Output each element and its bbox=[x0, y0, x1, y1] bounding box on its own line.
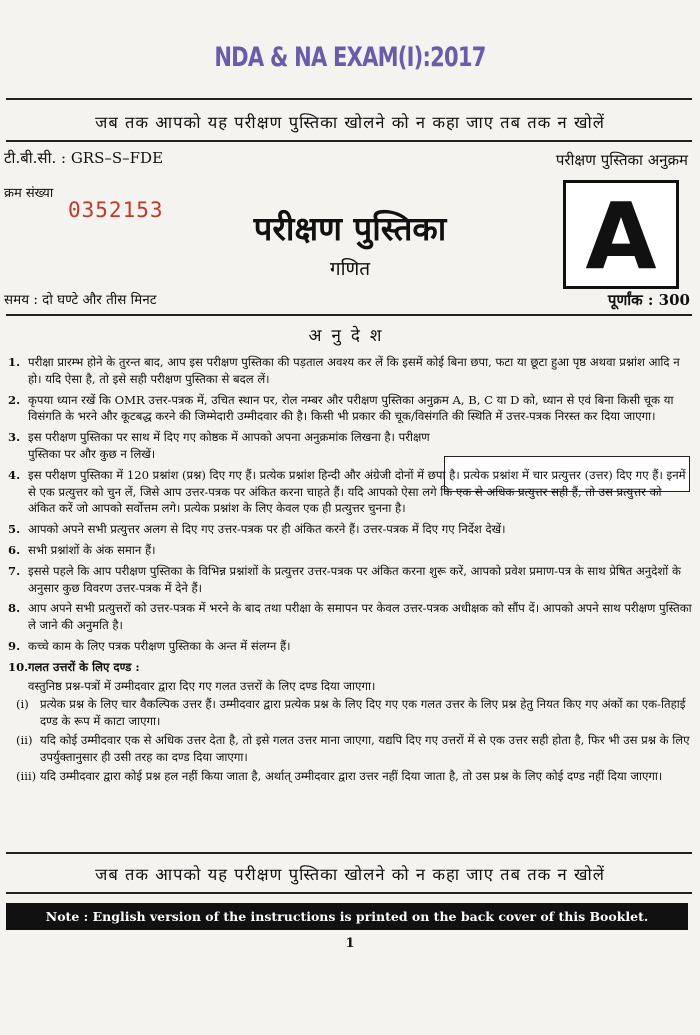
instructions-list bbox=[8, 354, 692, 786]
instruction-item bbox=[8, 467, 692, 517]
instruction-text: कच्चे काम के लिए पत्रक परीक्षण पुस्तिका के अन्त में संलग्न हैं। bbox=[28, 638, 291, 653]
serial-number: 0352153 bbox=[68, 198, 164, 222]
instruction-number: 9. bbox=[8, 638, 21, 653]
penalty-item bbox=[8, 732, 692, 766]
instruction-text: इस परीक्षण पुस्तिका में 120 प्रश्नांश (प्रश्न) दिए गए हैं। प्रत्येक प्रश्नांश हिन्दी और अंग्रेजी दोनों में छपा है। प्रत्येक प्रश्नांश में चार प्रत्युत्तर (उत्तर) दिए गए हैं। इनमें से एक प्रत्युत्तर को चुन लें, जिसे आप उत्तर-पत्रक पर अंकित करना चाहते हैं। यदि आपको ऐसा लगे कि एक से अधिक प्रत्युत्तर सही हैं, तो उस प्रत्युत्तर को अंकित करें जो आपको सर्वोत्तम लगे। प्रत्येक प्रश्नांश के लिए केवल एक ही प्रत्युत्तर चुनना है। bbox=[28, 467, 686, 516]
penalty-item bbox=[8, 768, 692, 785]
instruction-item bbox=[8, 638, 692, 655]
instruction-item bbox=[8, 354, 692, 388]
booklet-sequence-label: परीक्षण पुस्तिका अनुक्रम bbox=[555, 151, 688, 169]
penalty-number: (iii) bbox=[16, 768, 37, 783]
bottom-warning-rule bbox=[6, 892, 692, 894]
penalty-number: (i) bbox=[16, 697, 29, 712]
instruction-text: इससे पहले कि आप परीक्षण पुस्तिका के विभिन्न प्रश्नांशों के प्रत्युत्तर उत्तर-पत्रक पर अंकित करना शुरू करें, आपको प्रवेश प्रमाण-पत्र के साथ प्रेषित अनुदेशों के अनुसार कुछ विवरण उत्तर-पत्रक में देने हैं। bbox=[28, 563, 681, 595]
penalty-text: प्रत्येक प्रश्न के लिए चार वैकल्पिक उत्तर हैं। उम्मीदवार द्वारा प्रत्येक प्रश्न के लिए दिए गए एक गलत उत्तर के लिए प्रश्न हेतु नियत किए गए अंकों का एक-तिहाई दण्ड के रूप में काटा जाएगा। bbox=[40, 697, 686, 729]
bottom-warning: जब तक आपको यह परीक्षण पुस्तिका खोलने को न कहा जाए तब तक न खोलें bbox=[95, 865, 605, 884]
tbc-code: टी.बी.सी. : GRS–S–FDE bbox=[4, 149, 164, 167]
bottom-rule bbox=[6, 852, 692, 854]
instruction-text: परीक्षा प्रारम्भ होने के तुरन्त बाद, आप इस परीक्षण पुस्तिका की पड़ताल अवश्य कर लें कि इसमें कोई बिना छपा, फटा या छूटा हुआ पृष्ठ अथवा प्रश्नांश आदि न हो। यदि ऐसा है, तो इसे सही परीक्षण पुस्तिका से बदल लें। bbox=[28, 355, 680, 386]
instruction-number: 2. bbox=[8, 392, 21, 407]
instruction-item bbox=[8, 521, 692, 538]
instruction-number: 10. bbox=[8, 659, 29, 674]
instructions-heading: अनुदेश bbox=[308, 326, 392, 346]
instruction-text: इस परीक्षण पुस्तिका पर साथ में दिए गए कोष्ठक में आपको अपना अनुक्रमांक लिखना है। परीक्षण पुस्तिका पर और कुछ न लिखें। bbox=[28, 430, 430, 461]
penalty-intro bbox=[8, 678, 692, 695]
series-letter: A bbox=[585, 183, 657, 290]
penalty-intro-text: वस्तुनिष्ठ प्रश्न-पत्रों में उम्मीदवार द्वारा दिए गए गलत उत्तरों के लिए दण्ड दिया जाएगा। bbox=[28, 678, 376, 693]
header-rule bbox=[6, 314, 692, 316]
instruction-number: 1. bbox=[8, 355, 21, 369]
top-rule bbox=[6, 98, 692, 100]
instruction-text: गलत उत्तरों के लिए दण्ड : bbox=[28, 659, 140, 674]
instruction-item bbox=[8, 429, 692, 463]
instruction-number: 8. bbox=[8, 601, 21, 616]
max-marks: पूर्णांक : 300 bbox=[607, 291, 690, 309]
instruction-item bbox=[8, 600, 692, 634]
instruction-item bbox=[8, 659, 692, 676]
penalty-text: यदि उम्मीदवार द्वारा कोई प्रश्न हल नहीं किया जाता है, अर्थात् उम्मीदवार द्वारा उत्तर नहीं दिया जाता है, तो उस प्रश्न के लिए कोई दण्ड नहीं दिया जाएगा। bbox=[40, 768, 663, 783]
instruction-text: सभी प्रश्नांशों के अंक समान हैं। bbox=[28, 542, 156, 557]
exam-stamp: NDA & NA EXAM(I):2017 bbox=[214, 42, 486, 73]
english-note: Note : English version of the instructions is printed on the back cover of this Booklet. bbox=[6, 903, 688, 930]
instruction-number: 5. bbox=[8, 522, 21, 537]
page-number: 1 bbox=[345, 936, 355, 951]
instruction-item bbox=[8, 563, 692, 597]
instruction-number: 7. bbox=[8, 563, 21, 578]
instruction-number: 6. bbox=[8, 542, 21, 557]
subject-name: गणित bbox=[329, 258, 371, 280]
instruction-number: 4. bbox=[8, 467, 21, 482]
exam-time: समय : दो घण्टे और तीस मिनट bbox=[4, 292, 157, 308]
instruction-text: कृपया ध्यान रखें कि OMR उत्तर-पत्रक में, उचित स्थान पर, रोल नम्बर और परीक्षण पुस्तिका अनुक्रम A, B, C या D को, ध्यान से एवं बिना किसी चूक या विसंगति के भरने और कूटबद्ध करने की जिम्मेदारी उम्मीदवार की है। किसी भी प्रकार की चूक/विसंगति की स्थिति में उत्तर-पत्रक निरस्त कर दिया जाएगा। bbox=[28, 392, 674, 424]
booklet-title: परीक्षण पुस्तिका bbox=[253, 209, 447, 248]
instruction-item bbox=[8, 542, 692, 559]
penalty-number: (ii) bbox=[16, 732, 33, 747]
instruction-number: 3. bbox=[8, 430, 21, 445]
top-warning: जब तक आपको यह परीक्षण पुस्तिका खोलने को न कहा जाए तब तक न खोलें bbox=[95, 113, 605, 132]
penalty-item bbox=[8, 696, 692, 730]
series-box bbox=[563, 180, 679, 289]
warning-rule bbox=[6, 140, 692, 142]
serial-label: क्रम संख्या bbox=[4, 186, 54, 201]
instruction-text: आपको अपने सभी प्रत्युत्तर अलग से दिए गए उत्तर-पत्रक पर ही अंकित करने हैं। उत्तर-पत्रक में दिए गए निर्देश देखें। bbox=[28, 522, 506, 537]
instruction-item bbox=[8, 392, 692, 426]
penalty-text: यदि कोई उम्मीदवार एक से अधिक उत्तर देता है, तो इसे गलत उत्तर माना जाएगा, यद्यपि दिए गए उत्तरों में से एक उत्तर सही होता है, फिर भी उस प्रश्न के लिए उपर्युक्तानुसार ही उसी तरह का दण्ड दिया जाएगा। bbox=[40, 732, 690, 764]
instruction-text: आप अपने सभी प्रत्युत्तरों को उत्तर-पत्रक में भरने के बाद तथा परीक्षा के समापन पर केवल उत्तर-पत्रक अधीक्षक को सौंप दें। आपको अपने साथ परीक्षण पुस्तिका ले जाने की अनुमति है। bbox=[28, 601, 692, 633]
